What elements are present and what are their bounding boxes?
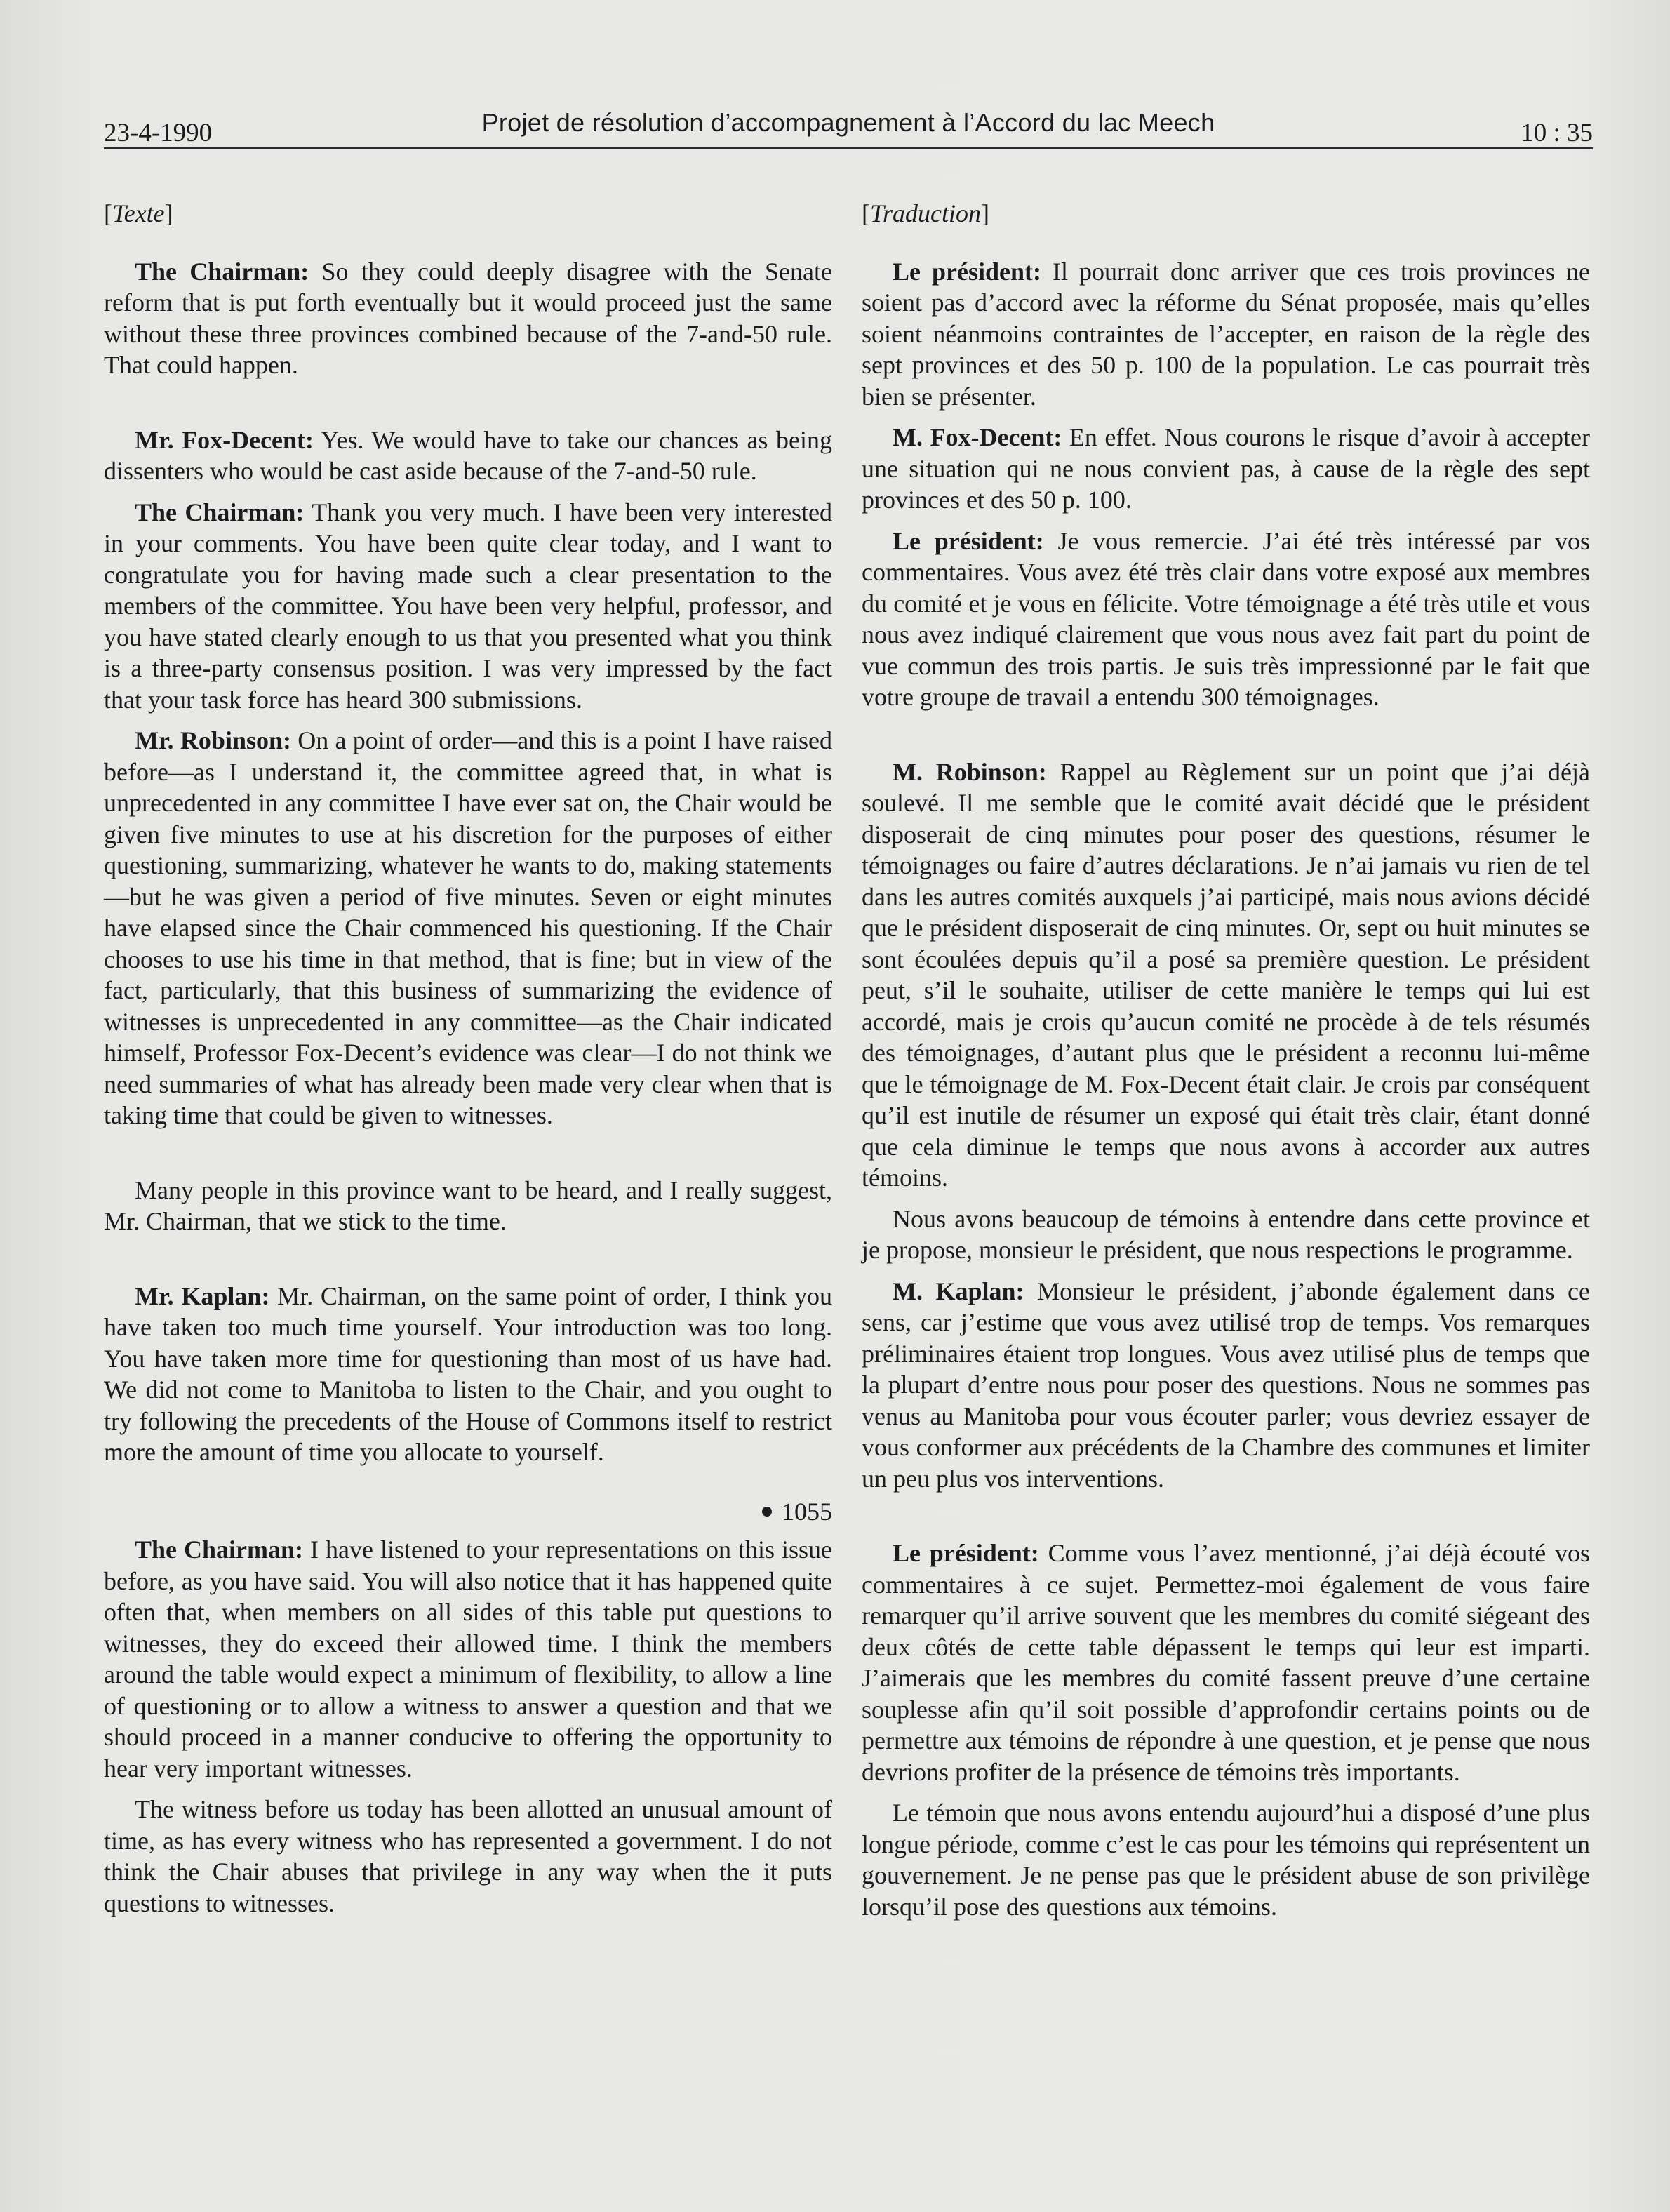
speaker-name: The Chairman:	[135, 1535, 304, 1564]
speech-text: En effet. Nous courons le risque d’avoir à accepter une situation qui ne nous convient pas, à cause de la règle des sept provinces et des 50 p. 100.	[862, 423, 1590, 514]
page-header	[104, 105, 1593, 150]
speech-text: Many people in this province want to be heard, and I really suggest, Mr. Chairman, that we stick to the time.	[104, 1175, 832, 1235]
paragraph	[862, 256, 1590, 413]
paragraph	[862, 1276, 1590, 1495]
speaker-name: M. Robinson:	[893, 757, 1047, 786]
speech-text: The witness before us today has been allotted an unusual amount of time, as has every witness who has represented a government. I do not think the Chair abuses that privilege in any way when the it puts questions to witnesses.	[104, 1795, 832, 1917]
paragraph	[862, 757, 1590, 1194]
bullet-icon	[762, 1507, 772, 1517]
paragraph	[862, 526, 1590, 713]
speech-text: I have listened to your representations on this issue before, as you have said. You will also notice that it has happened quite often that, when members on all sides of this table put questions to witnesses, they do exceed their allowed time. I think the members around the table would expect a minimum of flexibility, to allow a line of questioning or to allow a witness to answer a question and that we should proceed in a manner conducive to offering the opportunity to hear very important witnesses.	[104, 1535, 832, 1783]
speech-text: Thank you very much. I have been very interested in your comments. You have been quite clear today, and I want to congratulate you for having made such a clear presentation to the members of the committee. You have been very helpful, professor, and you have stated clearly enough to us that you presented what you think is a three-party consensus position. I was very impressed by the fact that your task force has heard 300 submissions.	[104, 498, 832, 714]
speech-text: Le témoin que nous avons entendu aujourd’hui a disposé d’une plus longue période, comme c’est le cas pour les témoins qui représentent un gouvernement. Je ne pense pas que le président abuse de son privilège lorsqu’il pose des questions aux témoins.	[862, 1799, 1590, 1921]
speech-text: Je vous remercie. J’ai été très intéressé par vos commentaires. Vous avez été très clair dans votre exposé aux membres du comité et je vous en félicite. Votre témoignage a été très utile et vous nous avez indiqué clairement que vous nous avez fait part du point de vue commun des trois partis. Je suis très impressionné par le fait que votre groupe de travail a entendu 300 témoignages.	[862, 526, 1591, 711]
speaker-name: Le président:	[893, 526, 1044, 555]
timestamp-text: 1055	[782, 1497, 832, 1526]
paragraph	[104, 1534, 832, 1784]
paragraph	[104, 1281, 832, 1468]
speaker-name: Mr. Kaplan:	[135, 1281, 270, 1310]
speaker-name: The Chairman:	[135, 257, 309, 286]
french-column	[862, 198, 1590, 1922]
section-label: [Traduction]	[862, 199, 990, 227]
speech-text: Nous avons beaucoup de témoins à entendre dans cette province et je propose, monsieur le président, que nous respections le programme.	[862, 1204, 1590, 1264]
speech-text: Monsieur le président, j’abonde également dans ce sens, car j’estime que vous avez utilisé trop de temps. Vos remarques préliminaires étaient trop longues. Vous avez utilisé plus de temps que la plupart d’entre nous pour poser des questions. Nous ne sommes pas venus au Manitoba pour vous écouter parler; vous devriez essayer de vous conformer aux précédents de la Chambre des communes et limiter un peu plus vos interventions.	[862, 1277, 1590, 1493]
timestamp-marker	[104, 1496, 832, 1528]
paragraph	[104, 725, 832, 1131]
paragraph	[862, 1797, 1590, 1922]
speech-text: Il pourrait donc arriver que ces trois provinces ne soient pas d’accord avec la réforme du Sénat proposée, mais qu’elles soient néanmoins contraintes de l’accepter, en raison de la règle des sept provinces et des 50 p. 100 de la population. Le cas pourrait très bien se présenter.	[862, 257, 1591, 411]
header-date: 23-4-1990	[104, 119, 213, 147]
speech-text: So they could deeply disagree with the Senate reform that is put forth eventually but it would proceed just the same without these three provinces combined because of the 7-and-50 rule. That could happen.	[104, 257, 832, 379]
speech-text: Mr. Chairman, on the same point of order, I think you have taken too much time yourself. Your introduction was too long. You have taken more time for questioning than most of us have had. We did not come to Manitoba to listen to the Chair, and you ought to try following the precedents of the House of Commons itself to restrict more the amount of time you allocate to yourself.	[104, 1281, 833, 1466]
paragraph	[104, 1175, 832, 1237]
speaker-name: Le président:	[893, 1539, 1039, 1567]
header-title: Projet de résolution d’accompagnement à l’Accord du lac Meech	[481, 108, 1215, 137]
english-column	[104, 198, 832, 1919]
speech-text: On a point of order—and this is a point I have raised before—as I understand it, the committee agreed that, in what is unprecedented in any committee I have ever sat on, the Chair would be given five minutes to use at his discretion for the purposes of either questioning, summarizing, whatever he wants to do, making statements—but he was given a period of five minutes. Seven or eight minutes have elapsed since the Chair commenced his questioning. If the Chair chooses to use his time in that method, that is fine; but in view of the fact, particularly, that this business of summarizing the evidence of witnesses is unprecedented in any committee—as the Chair indicated himself, Professor Fox-Decent’s evidence was clear—I do not think we need summaries of what has already been made very clear when that is taking time that could be given to witnesses.	[104, 726, 832, 1129]
speaker-name: Le président:	[893, 257, 1042, 286]
paragraph	[862, 422, 1590, 516]
speaker-name: The Chairman:	[135, 498, 305, 526]
paragraph	[862, 1204, 1590, 1266]
speaker-name: Mr. Fox-Decent:	[135, 425, 314, 454]
paragraph	[104, 1794, 832, 1919]
speaker-name: M. Fox-Decent:	[893, 423, 1062, 451]
paragraph	[104, 256, 832, 381]
speaker-name: Mr. Robinson:	[135, 726, 291, 754]
header-page-number: 10 : 35	[1521, 119, 1593, 147]
paragraph	[862, 1538, 1590, 1787]
paragraph	[104, 497, 832, 716]
section-label: [Texte]	[104, 199, 173, 227]
paragraph	[104, 425, 832, 487]
speech-text: Yes. We would have to take our chances as being dissenters who would be cast aside because of the 7-and-50 rule.	[104, 425, 832, 485]
speech-text: Rappel au Règlement sur un point que j’ai déjà soulevé. Il me semble que le comité avait décidé que le président disposerait de cinq minutes pour poser des questions, résumer le témoignages ou faire d’autres déclarations. Je n’ai jamais vu rien de tel dans les autres comités auxquels j’ai participé, mais nous avions décidé que le président disposerait de cinq minutes. Or, sept ou huit minutes se sont écoulées depuis qu’il a posé sa première question. Le président peut, s’il le souhaite, utiliser de cette manière le temps qui lui est accordé, mais je crois qu’aucun comité ne procède à de tels résumés des témoignages, d’autant plus que le président a reconnu lui-même que le témoignage de M. Fox-Decent était clair. Je crois par conséquent qu’il est inutile de résumer un exposé qui était très clair, étant donné que cela diminue le temps que nous avons à accorder aux autres témoins.	[862, 757, 1591, 1192]
speech-text: Comme vous l’avez mentionné, j’ai déjà écouté vos commentaires à ce sujet. Permettez-moi également de vous faire remarquer qu’il arrive souvent que les membres du comité siégeant des deux côtés de cette table dépassent le temps qui leur est imparti. J’aimerais que les membres du comité fassent preuve d’une certaine souplesse afin qu’il soit possible d’approfondir certains points ou de permettre aux témoins de répondre à une question, et je pense que nous devrions profiter de la présence de témoins très importants.	[862, 1539, 1590, 1786]
speaker-name: M. Kaplan:	[893, 1277, 1024, 1305]
header-rule	[104, 147, 1593, 149]
